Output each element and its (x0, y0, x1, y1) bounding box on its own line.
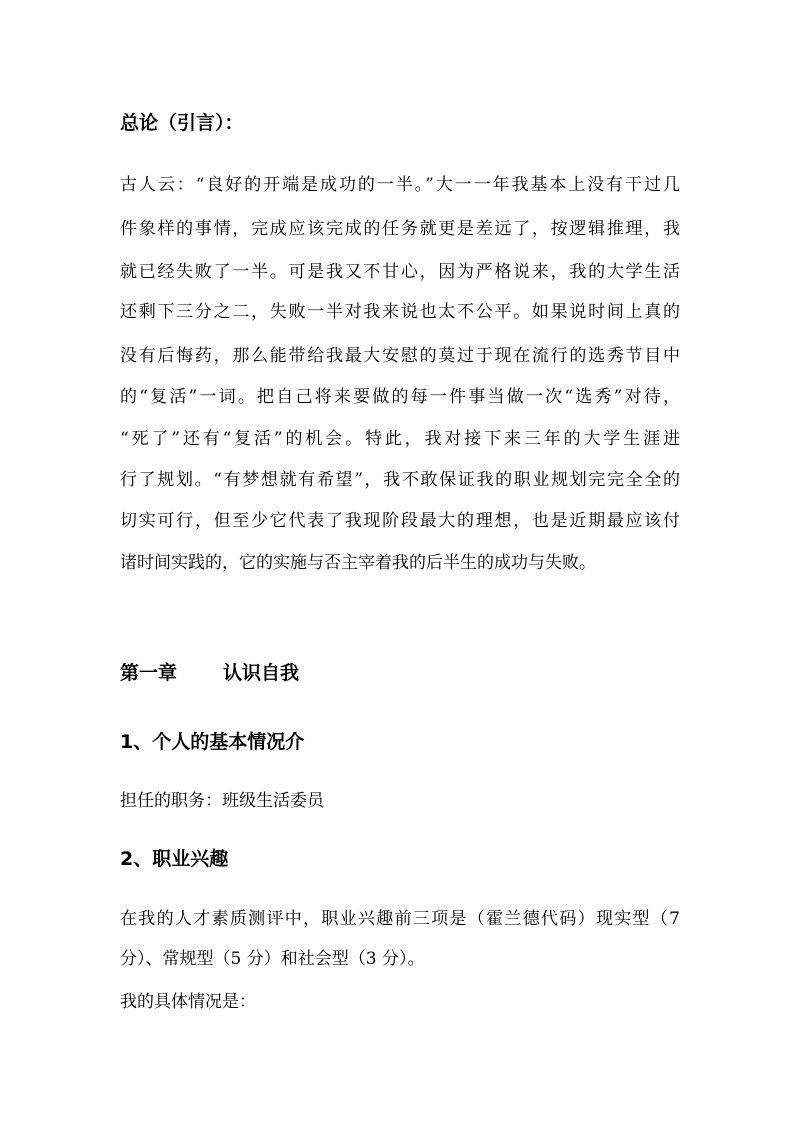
paragraph-line: 就已经失败了一半。可是我又不甘心，因为严格说来，我的大学生活 (120, 262, 680, 282)
section1-heading: 1、个人的基本情况介 (120, 731, 305, 753)
paragraph-line: 件象样的事情，完成应该完成的任务就更是差远了，按逻辑推理，我 (120, 219, 680, 239)
paragraph-line: “死了”还有“复活”的机会。特此，我对接下来三年的大学生涯进 (120, 429, 680, 449)
section1-text: 担任的职务：班级生活委员 (120, 791, 324, 811)
paragraph-line: 切实可行，但至少它代表了我现阶段最大的理想，也是近期最应该付 (120, 511, 680, 531)
paragraph-line: 的“复活”一词。把自己将来要做的每一件事当做一次“选秀”对待， (120, 387, 680, 407)
paragraph-line: 在我的人才素质测评中，职业兴趣前三项是（霍兰德代码）现实型（7 (120, 909, 680, 929)
chapter-title: 认识自我 (223, 662, 300, 684)
paragraph-line: 行了规划。“有梦想就有希望”，我不敢保证我的职业规划完完全全的 (120, 470, 680, 490)
paragraph-line: 古人云：“良好的开端是成功的一半。”大一一年我基本上没有干过几 (120, 175, 680, 195)
intro-heading: 总论（引言）： (120, 112, 244, 134)
paragraph-line: 还剩下三分之二，失败一半对我来说也太不公平。如果说时间上真的 (120, 302, 680, 322)
section2-heading: 2、职业兴趣 (120, 848, 229, 870)
chapter-number: 第一章 (120, 662, 178, 684)
paragraph-line: 没有后悔药，那么能带给我最大安慰的莫过于现在流行的选秀节目中 (120, 346, 680, 366)
section2-followup: 我的具体情况是： (120, 992, 256, 1012)
chapter-heading (120, 662, 299, 684)
paragraph-line: 诸时间实践的，它的实施与否主宰着我的后半生的成功与失败。 (120, 553, 596, 573)
paragraph-line: 分）、常规型（5 分）和社会型（3 分）。 (120, 949, 425, 969)
